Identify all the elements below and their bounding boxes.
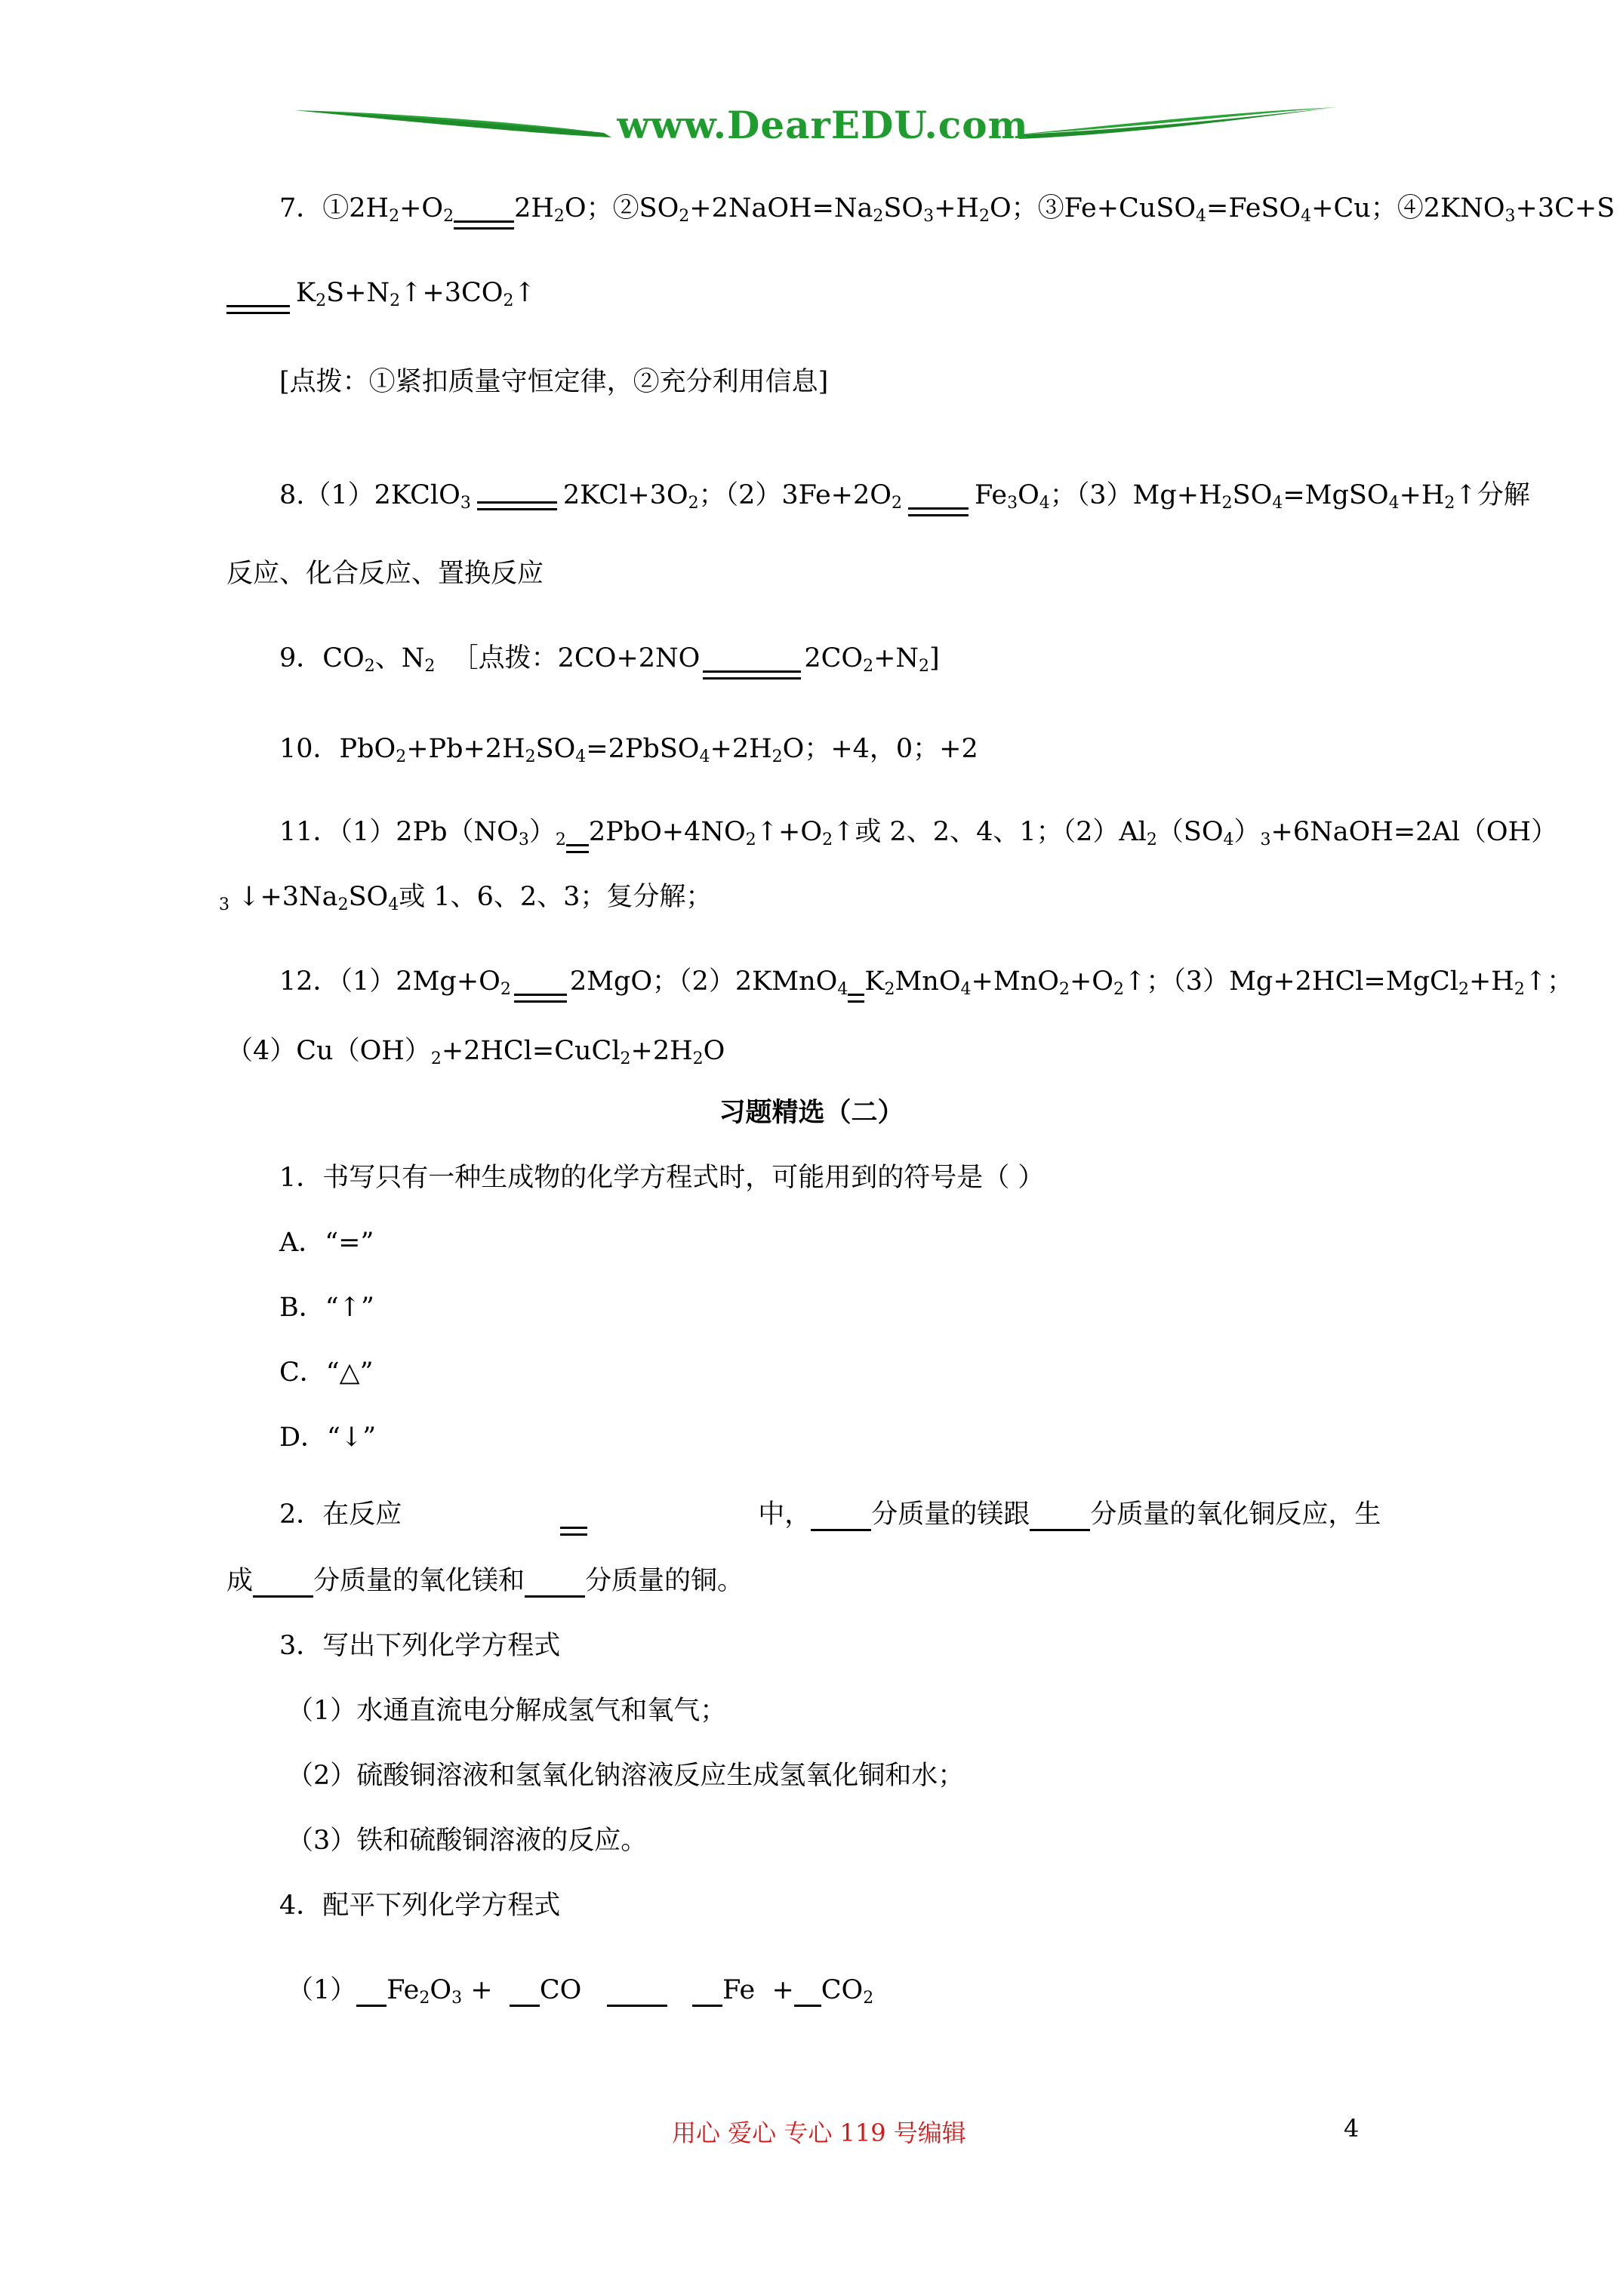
exercise-3-item-1: （1）水通直流电分解成氢气和氧气； [287, 1696, 727, 1726]
exercise-2-line2: 成 分质量的氧化镁和 分质量的铜。 [226, 1566, 744, 1596]
equals-sign [566, 815, 589, 849]
answer-12-line2: $(4)Cu(OH)_2+2HCl=CuCl_2+2H_2O$ [226, 1036, 725, 1068]
exercise-1-option-d: D．“↓” [279, 1422, 377, 1453]
answer-10: 10．$PbO_2+Pb+2H_2SO_4=2PbSO_4+2H_2O$；+4，0；+2 [279, 734, 978, 766]
exercise-1-option-b: B．“↑” [279, 1293, 374, 1323]
exercise-4-stem: 4．配平下列化学方程式 [279, 1891, 561, 1921]
answer-7-line2: $K_2S+N_2↑+3CO_2↑$ [226, 276, 536, 310]
exercise-1-stem: 1．书写只有一种生成物的化学方程式时，可能用到的符号是（ ） [279, 1163, 1045, 1193]
site-header [294, 89, 1336, 165]
answer-blank[interactable] [253, 1568, 313, 1598]
page-number: 4 [1344, 2114, 1360, 2143]
footer-text: 用心 爱心 专心 119 号编辑 [672, 2119, 966, 2147]
site-url[interactable]: www.DearEDU.com [617, 103, 1029, 147]
section-title: 习题精选（二） [719, 1097, 904, 1128]
exercise-1-option-c: C．“△” [279, 1358, 374, 1388]
answer-blank[interactable] [525, 1568, 585, 1598]
equals-sign [908, 479, 969, 512]
exercise-3-stem: 3．写出下列化学方程式 [279, 1631, 561, 1661]
reaction-arrow-blank[interactable] [607, 1977, 667, 2007]
answer-11-line2: $_3$ $↓+3Na_2SO_4$或 1、6、2、3；复分解； [219, 882, 713, 914]
answer-8-line1: 8.（1）2KClO$_3$ $2KCl+3O_2$；$(2)3Fe+2O_2$ $Fe_3O_4$；$(3)Mg+H_2SO_4=MgSO_4+H_2↑$分解 [279, 480, 1530, 513]
answer-8-line2: 反应、化合反应、置换反应 [226, 559, 544, 589]
equals-sign [703, 642, 801, 675]
answer-blank[interactable] [510, 1977, 540, 2007]
exercise-4-item-1: （1） $Fe_2O_3$ + CO $Fe + CO_2$ [287, 1975, 874, 2008]
answer-11-line1: 11．$(1)2Pb(NO_3)_2$ $2PbO+4NO_2↑+O_2↑$或 2、2、4、1；$(2)Al_2(SO_4)_3+6NaOH=2Al(OH)$ [279, 817, 1558, 849]
answer-blank[interactable] [692, 1977, 722, 2007]
equals-sign [560, 1498, 587, 1531]
equals-sign [454, 192, 514, 225]
exercise-3-item-2: （2）硫酸铜溶液和氢氧化钠溶液反应生成氢氧化铜和水； [287, 1761, 965, 1791]
equals-sign [226, 276, 290, 310]
answer-blank[interactable] [811, 1502, 871, 1531]
equals-sign [477, 479, 557, 512]
equals-sign [514, 965, 567, 998]
answer-number: 7． [279, 193, 323, 223]
answer-blank[interactable] [1030, 1502, 1090, 1531]
answer-9: 9．$CO_2$、$N_2$ ［点拨：2CO+2NO $2CO_2+N_2$] [279, 643, 940, 676]
answer-7-line1: 7．$①2H_2+O_2$ $2H_2O$；$②SO_2+2NaOH=Na_2SO_3+H_2O$；③Fe+CuSO$_4$=FeSO$_4$+Cu；$④2KNO_3+3C+S$ [279, 193, 1615, 226]
answer-blank[interactable] [794, 1977, 821, 2007]
answer-12-line1: 12．$(1)2Mg+O_2$ 2MgO；（2）2KMnO$_4$ $K_2MnO_4+MnO_2+O_2↑$；$(3)Mg+2HCl=MgCl_2+H_2↑$； [279, 966, 1574, 999]
exercise-3-item-3: （3）铁和硫酸铜溶液的反应。 [287, 1826, 648, 1856]
exercise-1-option-a: A．“=” [279, 1228, 374, 1258]
answer-blank[interactable] [356, 1977, 387, 2007]
answer-7-hint: [点拨：①紧扣质量守恒定律，②充分利用信息] [279, 367, 829, 397]
equals-sign [848, 965, 864, 998]
exercise-2-line1: 2．在反应 中， 分质量的镁跟 分质量的氧化铜反应，生 [279, 1499, 1381, 1530]
